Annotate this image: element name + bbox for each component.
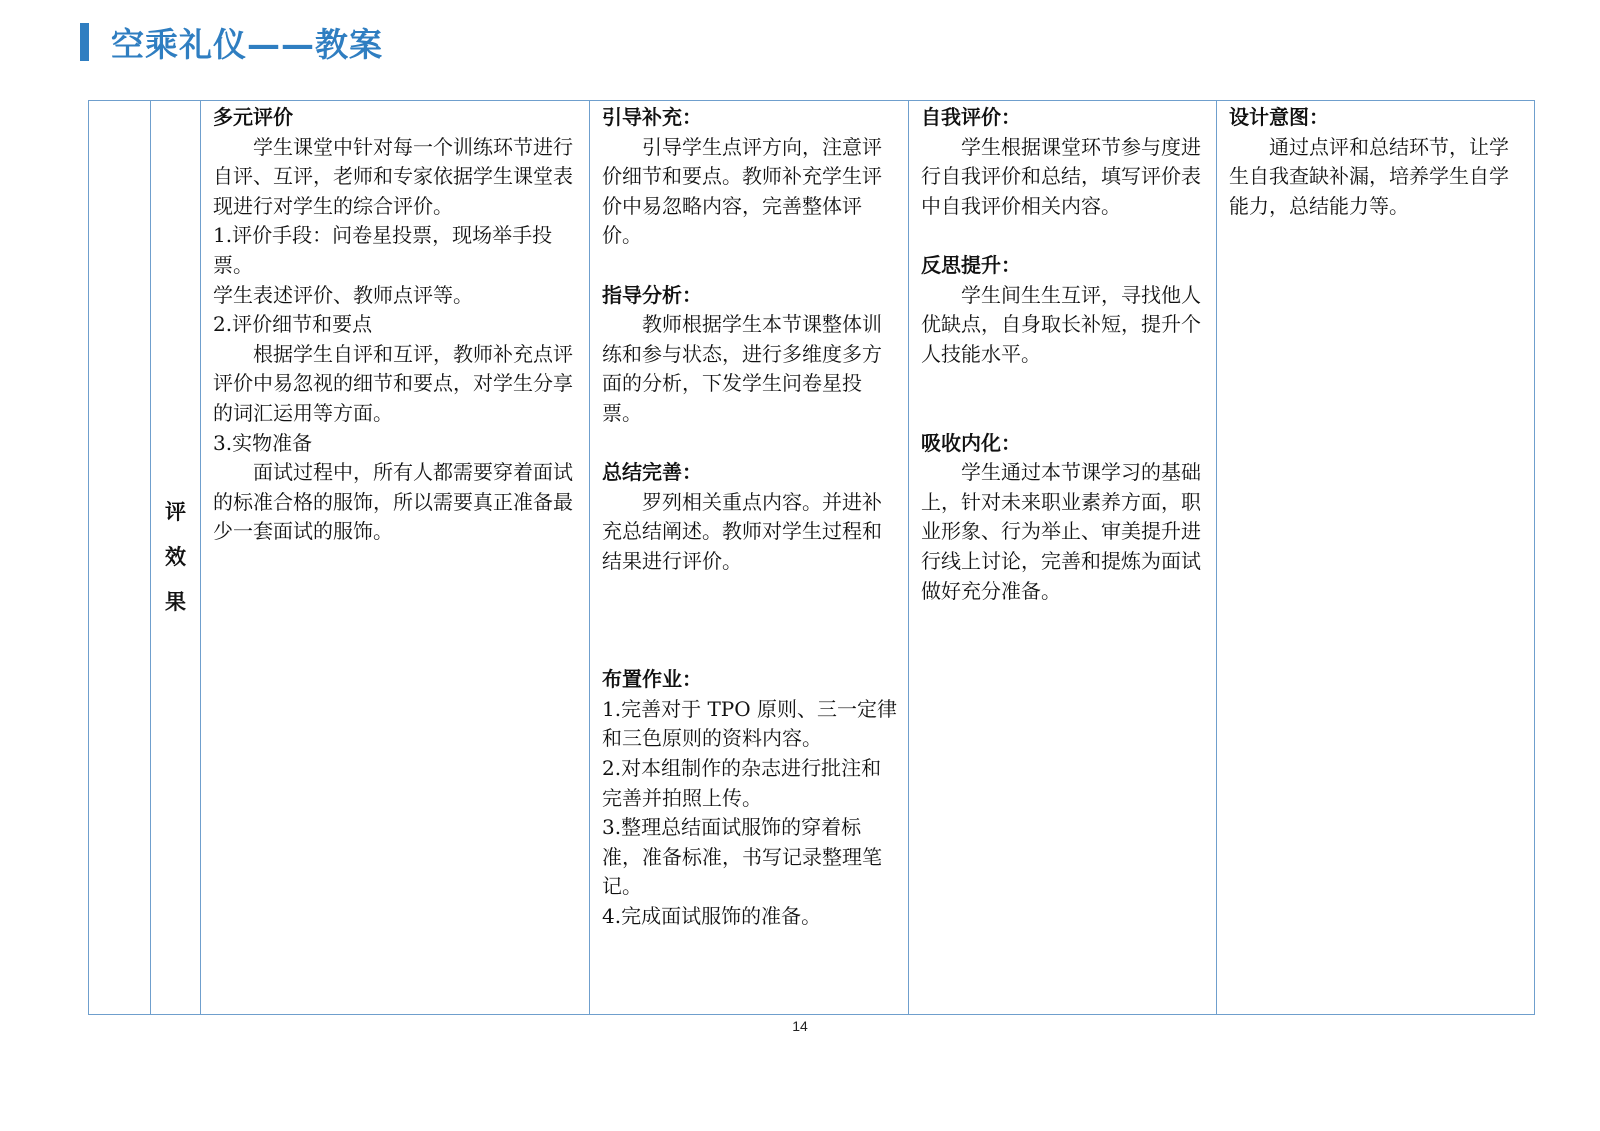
teaching-content-cell <box>201 101 590 1015</box>
cell-heading: 布置作业： <box>602 667 702 692</box>
header-accent-bar <box>80 23 89 61</box>
cell-paragraph: 通过点评和总结环节，让学生自我查缺补漏，培养学生自学能力，总结能力等。 <box>1229 134 1509 218</box>
student-activity-cell <box>909 101 1217 1015</box>
cell-paragraph: 学生根据课堂环节参与度进行自我评价和总结，填写评价表中自我评价相关内容。 <box>921 134 1201 218</box>
list-item: 3.整理总结面试服饰的穿着标准，准备标准，书写记录整理笔记。 <box>602 815 882 899</box>
list-item: 1.评价手段：问卷星投票，现场举手投票。 <box>213 223 553 277</box>
section-label-char: 效 <box>165 545 186 569</box>
cell-paragraph: 根据学生自评和互评，教师补充点评评价中易忽视的细节和要点，对学生分享的词汇运用等方面。 <box>213 341 573 425</box>
page-title: 空乘礼仪——教案 <box>111 24 383 64</box>
cell-heading: 指导分析： <box>602 282 702 307</box>
cell-paragraph: 学生通过本节课学习的基础上，针对未来职业素养方面，职业形象、行为举止、审美提升进行线上讨论，完善和提炼为面试做好充分准备。 <box>921 460 1201 603</box>
list-item: 2.对本组制作的杂志进行批注和完善并拍照上传。 <box>602 756 882 810</box>
section-label <box>151 101 200 1014</box>
cell-paragraph: 教师根据学生本节课整体训练和参与状态，进行多维度多方面的分析，下发学生问卷星投票。 <box>602 312 882 425</box>
section-label-char: 评 <box>165 500 186 524</box>
design-intent-cell <box>1217 101 1535 1015</box>
table-row <box>89 101 1535 1015</box>
cell-heading: 自我评价： <box>921 105 1021 129</box>
cell-paragraph: 学生课堂中针对每一个训练环节进行自评、互评，老师和专家依据学生课堂表现进行对学生的综合评价。 <box>213 134 573 218</box>
cell-paragraph: 面试过程中，所有人都需要穿着面试的标准合格的服饰，所以需要真正准备最少一套面试的服饰。 <box>213 460 573 544</box>
list-item: 1.完善对于 TPO 原则、三一定律和三色原则的资料内容。 <box>602 696 897 751</box>
page-header <box>80 22 383 62</box>
cell-paragraph: 学生间生生互评，寻找他人优缺点，自身取长补短，提升个人技能水平。 <box>921 282 1201 366</box>
cell-heading: 多元评价 <box>213 105 293 129</box>
list-item: 3.实物准备 <box>213 430 313 455</box>
cell-heading: 引导补充： <box>602 105 702 129</box>
cell-heading: 反思提升： <box>921 252 1021 277</box>
cell-heading: 设计意图： <box>1229 105 1329 129</box>
list-item: 4.完成面试服饰的准备。 <box>602 904 822 929</box>
teacher-activity-cell <box>590 101 909 1015</box>
cell-heading: 总结完善： <box>602 460 702 485</box>
cell-paragraph: 学生表述评价、教师点评等。 <box>213 282 473 307</box>
cell-paragraph: 引导学生点评方向，注意评价细节和要点。教师补充学生评价中易忽略内容，完善整体评价。 <box>602 134 882 248</box>
blank-cell <box>89 101 151 1015</box>
page-number: 14 <box>792 1018 808 1034</box>
lesson-plan-table <box>88 100 1535 1015</box>
list-item: 2.评价细节和要点 <box>213 312 373 337</box>
cell-heading: 吸收内化： <box>921 430 1021 455</box>
cell-paragraph: 罗列相关重点内容。并进补充总结阐述。教师对学生过程和结果进行评价。 <box>602 489 882 573</box>
section-label-char: 果 <box>165 590 186 614</box>
section-label-cell <box>151 101 201 1015</box>
